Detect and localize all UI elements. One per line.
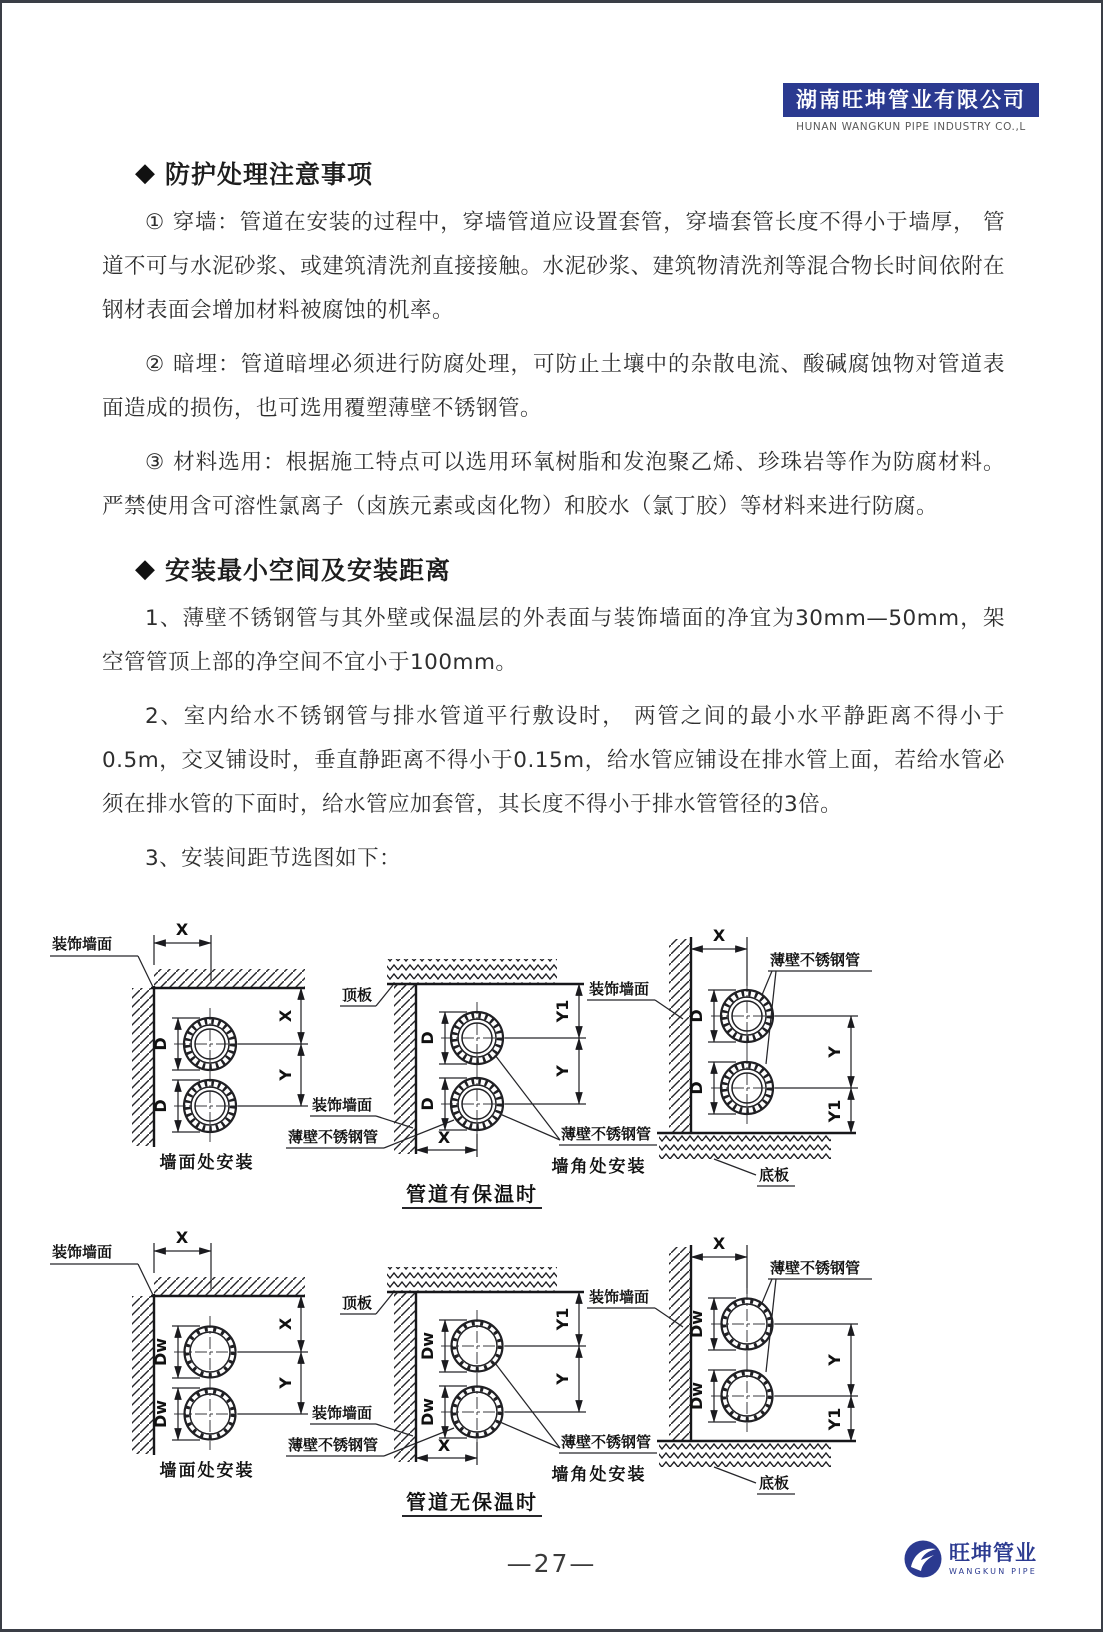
paragraph-clearance: 1、薄壁不锈钢管与其外壁或保温层的外表面与装饰墙面的净宜为30mm—50mm，架空管管顶上部的净空间不宜小于100mm。 [102, 606, 1005, 675]
dim-y: Y [553, 1065, 572, 1077]
dim-pipe: Dw [687, 1309, 706, 1339]
pipe-upper [441, 1310, 513, 1382]
top-plate-label: 顶板 [342, 986, 373, 1004]
pipe-upper [174, 1316, 246, 1388]
pipe-lower [174, 1070, 246, 1142]
paragraph-wall-penetration: ① 穿墙：管道在安装的过程中，穿墙管道应设置套管，穿墙套管长度不得小于墙厚， 管道不可与水泥砂浆、或建筑清洗剂直接接触。水泥砂浆、建筑物清洗剂等混合物长时间依附在钢材表面会增加材料被腐蚀的机率。 [102, 210, 1005, 323]
pipe-upper [441, 1002, 513, 1074]
pipe-lower [441, 1068, 513, 1140]
pipe-upper [711, 980, 783, 1052]
row-caption: 管道有保温时 [406, 1182, 538, 1206]
header [2, 83, 1039, 133]
dim-x: X [276, 1317, 295, 1331]
top-plate-label: 顶板 [342, 1294, 373, 1312]
dim-pipe: Dw [151, 1337, 170, 1367]
diagram-wall-mount [50, 1228, 308, 1481]
dim-pipe: D [687, 1009, 706, 1023]
footer [2, 1535, 1101, 1591]
section-title-installation [102, 551, 1005, 587]
decor-wall-label: 装饰墙面 [312, 1404, 373, 1422]
bottom-plate-label: 底板 [759, 1166, 790, 1184]
diamond-bullet-icon: ◆ [135, 554, 156, 584]
caption-wall-mount: 墙面处安装 [159, 1153, 255, 1173]
diagram-floor-mount [657, 926, 872, 1186]
diagram-corner-mount [340, 1267, 683, 1485]
dim-x: X [175, 1228, 189, 1247]
dim-pipe: Dw [418, 1397, 437, 1427]
logo-text-en: WANGKUN PIPE [948, 1566, 1037, 1576]
logo-text-cn: 旺坤管业 [948, 1541, 1037, 1566]
dim-pipe: D [151, 1037, 170, 1051]
dim-pipe: D [151, 1099, 170, 1113]
pipe-upper [711, 1288, 783, 1360]
thin-wall-pipe-label: 薄壁不锈钢管 [288, 1128, 379, 1146]
company-name-cn: 湖南旺坤管业有限公司 [783, 83, 1039, 117]
paragraph-diagram-intro: 3、安装间距节选图如下： [145, 846, 402, 871]
dim-pipe: D [687, 1081, 706, 1095]
footer-logo [903, 1539, 1037, 1579]
diamond-bullet-icon: ◆ [135, 158, 156, 188]
pipe-lower [174, 1378, 246, 1450]
row-caption: 管道无保温时 [406, 1490, 538, 1514]
dim-y: Y [825, 1046, 844, 1058]
page-number: —27— [506, 1549, 597, 1578]
diagram-wall-mount [50, 920, 308, 1173]
dim-y: Y [276, 1069, 295, 1081]
diagram-row-insulated [14, 891, 934, 1213]
wangkun-logo-icon [903, 1539, 943, 1579]
decor-wall-label: 装饰墙面 [312, 1096, 373, 1114]
decor-wall-label: 装饰墙面 [589, 1288, 650, 1306]
decor-wall-label: 装饰墙面 [589, 980, 650, 998]
paragraph-buried: ② 暗埋：管道暗埋必须进行防腐处理，可防止土壤中的杂散电流、酸碱腐蚀物对管道表面造成的损伤，也可选用覆塑薄壁不锈钢管。 [102, 352, 1005, 421]
dim-x: X [712, 926, 726, 945]
dim-pipe: D [418, 1097, 437, 1111]
dim-y: Y [276, 1377, 295, 1389]
diagram-floor-mount [657, 1234, 872, 1494]
thin-wall-pipe-label: 薄壁不锈钢管 [770, 951, 861, 969]
dim-pipe: D [418, 1031, 437, 1045]
dim-y1: Y1 [553, 1307, 572, 1331]
thin-wall-pipe-label: 薄壁不锈钢管 [770, 1259, 861, 1277]
installation-diagrams [2, 891, 1101, 1521]
thin-wall-pipe-label: 薄壁不锈钢管 [288, 1436, 379, 1454]
section-title-text: 防护处理注意事项 [165, 160, 374, 189]
thin-wall-pipe-label: 薄壁不锈钢管 [561, 1433, 652, 1451]
dim-y1: Y1 [825, 1407, 844, 1431]
caption-corner-mount: 墙角处安装 [551, 1157, 647, 1177]
decor-wall-label: 装饰墙面 [52, 1243, 113, 1261]
paragraph-spacing: 2、室内给水不锈钢管与排水管道平行敷设时， 两管之间的最小水平静距离不得小于0.5m，交叉铺设时，垂直静距离不得小于0.15m，给水管应铺设在排水管上面，若给水管必须在排水管的下面时，给水管应加套管，其长度不得小于排水管管径的3倍。 [102, 704, 1005, 817]
pipe-upper [174, 1008, 246, 1080]
dim-x: X [175, 920, 189, 939]
dim-y1: Y1 [825, 1099, 844, 1123]
diagram-row-bare [14, 1199, 934, 1521]
pipe-lower [711, 1360, 783, 1432]
caption-wall-mount: 墙面处安装 [159, 1461, 255, 1481]
caption-corner-mount: 墙角处安装 [551, 1465, 647, 1485]
section-title-text: 安装最小空间及安装距离 [165, 556, 452, 585]
dim-x: X [276, 1009, 295, 1023]
thin-wall-pipe-label: 薄壁不锈钢管 [561, 1125, 652, 1143]
dim-pipe: Dw [418, 1331, 437, 1361]
pipe-lower [711, 1052, 783, 1124]
dim-x: X [437, 1128, 451, 1147]
dim-y: Y [553, 1373, 572, 1385]
bottom-plate-label: 底板 [759, 1474, 790, 1492]
company-name-en: HUNAN WANGKUN PIPE INDUSTRY CO.,L [796, 121, 1026, 133]
dim-y: Y [825, 1354, 844, 1366]
decor-wall-label: 装饰墙面 [52, 935, 113, 953]
dim-x: X [437, 1436, 451, 1455]
diagram-corner-mount [340, 959, 683, 1177]
paragraph-material-selection: ③ 材料选用：根据施工特点可以选用环氧树脂和发泡聚乙烯、珍珠岩等作为防腐材料。严禁使用含可溶性氯离子（卤族元素或卤化物）和胶水（氯丁胶）等材料来进行防腐。 [102, 450, 1005, 519]
document-content [102, 155, 1005, 881]
section-title-protection [102, 155, 1005, 191]
dim-x: X [712, 1234, 726, 1253]
dim-pipe: Dw [687, 1381, 706, 1411]
dim-y1: Y1 [553, 999, 572, 1023]
pipe-lower [441, 1376, 513, 1448]
dim-pipe: Dw [151, 1399, 170, 1429]
